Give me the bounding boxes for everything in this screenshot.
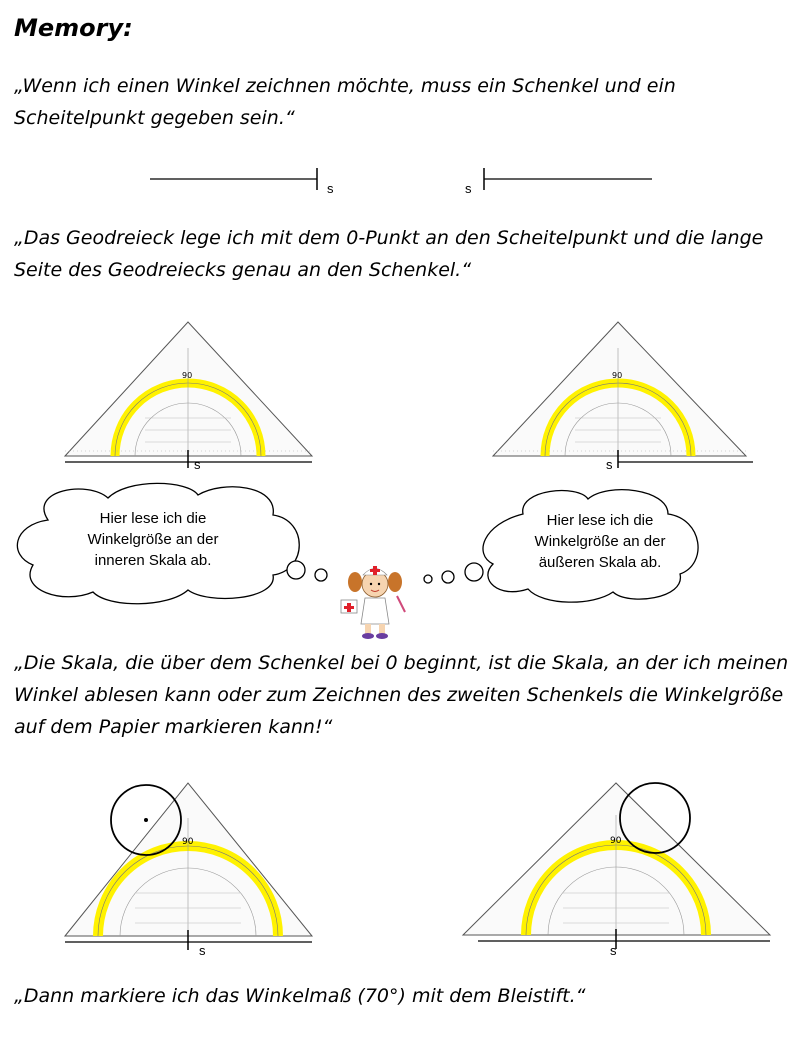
quote-place-geodreieck [14,222,804,286]
nurse-girl-illustration [335,560,415,642]
quote-line: Scheitelpunkt gegeben sein.“ [14,107,295,129]
geodreieck-shape [65,322,312,456]
quote-line: „Das Geodreieck lege ich mit dem 0-Punkt an den Scheitelpunkt und die lange [14,227,764,249]
geodreieck-shape [65,783,312,936]
vertex-label: s [194,457,201,472]
bubble-left-text [38,508,268,571]
bubble-line: Winkelgröße an der [534,533,666,550]
quote-reading-scale [14,647,804,743]
bubble-right-text [515,510,685,573]
schenkel-left-figure [145,160,345,200]
geodreieck-shape [463,783,770,935]
quote-line: „Dann markiere ich das Winkelmaß (70°) mit dem Bleistift.“ [14,985,586,1007]
bubble-line: Hier lese ich die [99,510,207,527]
bubble-line: äußeren Skala ab. [538,554,662,571]
geodreieck-shape [493,322,746,456]
quote-line: „Die Skala, die über dem Schenkel bei 0 beginnt, ist die Skala, an der ich meinen [14,652,789,674]
bubble-line: Winkelgröße an der [87,531,219,548]
quote-line: „Wenn ich einen Winkel zeichnen möchte, muss ein Schenkel und ein [14,75,676,97]
quote-line: auf dem Papier markieren kann!“ [14,716,333,738]
vertex-label: s [610,943,617,958]
bubble-line: inneren Skala ab. [94,552,212,569]
quote-line: Seite des Geodreiecks genau an den Schenkel.“ [14,259,472,281]
geodreieck-bottom-right [458,775,778,953]
vertex-label: s [327,181,334,196]
protractor-90-label: 90 [182,837,194,847]
protractor-90-label: 90 [612,371,623,380]
protractor-90-label: 90 [182,371,193,380]
geodreieck-bottom-left [60,778,320,953]
page-title: Memory: [14,14,133,42]
vertex-label: s [465,181,472,196]
geodreieck-top-right [488,318,758,468]
bubble-line: Hier lese ich die [546,512,654,529]
schenkel-right-figure [478,160,678,200]
quote-vertex-given [14,70,804,134]
quote-mark-angle [14,980,804,1012]
geodreieck-top-left [60,318,320,468]
vertex-label: s [199,943,206,958]
protractor-90-label: 90 [610,836,622,846]
quote-line: Winkel ablesen kann oder zum Zeichnen des zweiten Schenkels die Winkelgröße [14,684,784,706]
vertex-label: s [606,457,613,472]
